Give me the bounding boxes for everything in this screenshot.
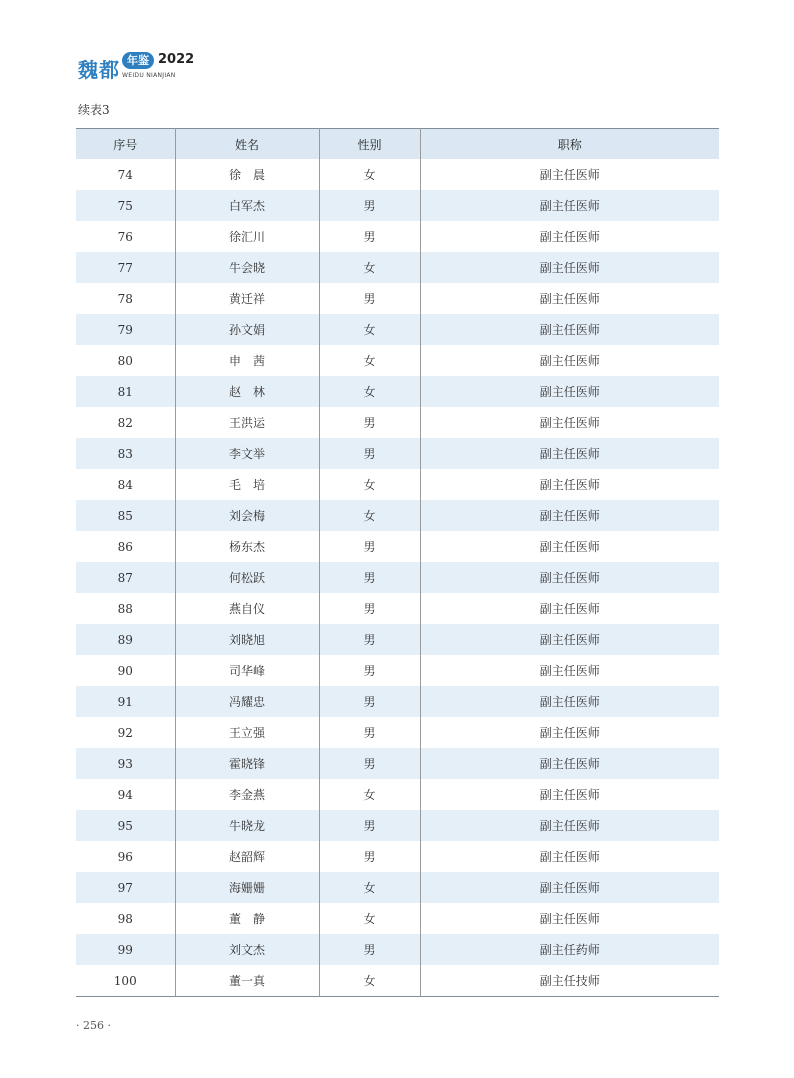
- table-row: [76, 965, 719, 997]
- cell-gender: 男: [319, 531, 420, 562]
- cell-gender: 女: [319, 376, 420, 407]
- cell-name: 白军杰: [175, 190, 319, 221]
- cell-title: 副主任医师: [420, 159, 719, 190]
- cell-name: 赵 林: [175, 376, 319, 407]
- cell-number: 74: [117, 167, 133, 182]
- cell-gender: 女: [319, 159, 420, 190]
- cell-gender: 男: [319, 562, 420, 593]
- cell-name: 刘会梅: [175, 500, 319, 531]
- cell-gender: 男: [319, 810, 420, 841]
- cell-title: 副主任医师: [420, 190, 719, 221]
- cell-title: 副主任医师: [420, 221, 719, 252]
- cell-number: 93: [117, 756, 133, 771]
- cell-gender: 男: [319, 283, 420, 314]
- cell-title: 副主任医师: [420, 500, 719, 531]
- cell-gender: 女: [319, 872, 420, 903]
- cell-gender: 女: [319, 779, 420, 810]
- table-row: [76, 500, 719, 531]
- table-row: [76, 469, 719, 500]
- cell-name: 徐汇川: [175, 221, 319, 252]
- table-row: [76, 159, 719, 190]
- cell-name: 申 茜: [175, 345, 319, 376]
- table-row: [76, 314, 719, 345]
- cell-gender: 女: [319, 469, 420, 500]
- cell-title: 副主任医师: [420, 810, 719, 841]
- cell-gender: 男: [319, 624, 420, 655]
- cell-title: 副主任医师: [420, 903, 719, 934]
- cell-number: 88: [117, 601, 133, 616]
- table-header: [76, 129, 719, 160]
- cell-number: 80: [117, 353, 133, 368]
- table-row: [76, 531, 719, 562]
- column-header-title: 职称: [420, 129, 719, 160]
- cell-name: 徐 晨: [175, 159, 319, 190]
- table-row: [76, 221, 719, 252]
- cell-name: 海姗姗: [175, 872, 319, 903]
- table-row: [76, 779, 719, 810]
- table-row: [76, 252, 719, 283]
- cell-title: 副主任技师: [420, 965, 719, 997]
- cell-name: 董 静: [175, 903, 319, 934]
- cell-name: 毛 培: [175, 469, 319, 500]
- cell-name: 孙文娟: [175, 314, 319, 345]
- table-row: [76, 686, 719, 717]
- cell-name: 李金燕: [175, 779, 319, 810]
- cell-number: 98: [117, 911, 133, 926]
- cell-title: 副主任医师: [420, 624, 719, 655]
- cell-name: 刘文杰: [175, 934, 319, 965]
- header-row: [76, 129, 719, 160]
- cell-name: 何松跃: [175, 562, 319, 593]
- logo-subtitle: WEIDU NIANJIAN: [122, 72, 176, 79]
- cell-name: 李文举: [175, 438, 319, 469]
- cell-title: 副主任医师: [420, 779, 719, 810]
- cell-gender: 男: [319, 717, 420, 748]
- cell-number: 85: [117, 508, 133, 523]
- table-row: [76, 376, 719, 407]
- cell-number: 82: [117, 415, 133, 430]
- cell-name: 司华峰: [175, 655, 319, 686]
- cell-gender: 女: [319, 500, 420, 531]
- cell-title: 副主任医师: [420, 872, 719, 903]
- cell-name: 冯耀忠: [175, 686, 319, 717]
- cell-title: 副主任医师: [420, 655, 719, 686]
- column-header-gender: 性别: [319, 129, 420, 160]
- cell-title: 副主任医师: [420, 283, 719, 314]
- cell-name: 王立强: [175, 717, 319, 748]
- table-row: [76, 562, 719, 593]
- cell-number: 94: [117, 787, 133, 802]
- cell-title: 副主任医师: [420, 252, 719, 283]
- table-row: [76, 903, 719, 934]
- cell-number: 96: [117, 849, 133, 864]
- cell-number: 77: [117, 260, 133, 275]
- table-row: [76, 748, 719, 779]
- cell-number: 84: [117, 477, 133, 492]
- cell-number: 92: [117, 725, 133, 740]
- cell-gender: 女: [319, 345, 420, 376]
- cell-number: 75: [117, 198, 133, 213]
- cell-name: 黄迁祥: [175, 283, 319, 314]
- cell-title: 副主任药师: [420, 934, 719, 965]
- cell-gender: 男: [319, 934, 420, 965]
- cell-title: 副主任医师: [420, 686, 719, 717]
- table-row: [76, 841, 719, 872]
- cell-number: 78: [117, 291, 133, 306]
- cell-number: 87: [117, 570, 133, 585]
- cell-title: 副主任医师: [420, 376, 719, 407]
- table-row: [76, 624, 719, 655]
- cell-gender: 男: [319, 407, 420, 438]
- table-row: [76, 934, 719, 965]
- table-row: [76, 593, 719, 624]
- cell-gender: 男: [319, 686, 420, 717]
- cell-number: 90: [117, 663, 133, 678]
- cell-name: 霍晓锋: [175, 748, 319, 779]
- cell-number: 95: [117, 818, 133, 833]
- cell-title: 副主任医师: [420, 438, 719, 469]
- cell-title: 副主任医师: [420, 469, 719, 500]
- cell-number: 91: [117, 694, 133, 709]
- table-row: [76, 283, 719, 314]
- cell-title: 副主任医师: [420, 407, 719, 438]
- page-number: · 256 ·: [76, 1019, 111, 1032]
- cell-gender: 男: [319, 841, 420, 872]
- cell-gender: 男: [319, 748, 420, 779]
- cell-number: 99: [117, 942, 133, 957]
- cell-title: 副主任医师: [420, 531, 719, 562]
- staff-title-table: [76, 128, 719, 997]
- cell-number: 97: [117, 880, 133, 895]
- table-row: [76, 872, 719, 903]
- table-row: [76, 655, 719, 686]
- cell-title: 副主任医师: [420, 593, 719, 624]
- logo-year: 2022: [158, 52, 195, 67]
- cell-number: 100: [113, 973, 137, 988]
- cell-title: 副主任医师: [420, 314, 719, 345]
- cell-number: 86: [117, 539, 133, 554]
- cell-gender: 男: [319, 438, 420, 469]
- cell-title: 副主任医师: [420, 748, 719, 779]
- cell-gender: 女: [319, 314, 420, 345]
- column-header-number: 序号: [76, 129, 175, 160]
- cell-name: 赵韶辉: [175, 841, 319, 872]
- table-row: [76, 345, 719, 376]
- cell-number: 79: [117, 322, 133, 337]
- cell-title: 副主任医师: [420, 717, 719, 748]
- cell-gender: 女: [319, 903, 420, 934]
- cell-name: 董一真: [175, 965, 319, 997]
- table-row: [76, 190, 719, 221]
- cell-gender: 男: [319, 221, 420, 252]
- table-caption: 续表3: [78, 103, 110, 117]
- table-row: [76, 407, 719, 438]
- cell-gender: 男: [319, 190, 420, 221]
- table-body: [76, 159, 719, 997]
- cell-gender: 女: [319, 252, 420, 283]
- logo-seal: 年鉴: [122, 52, 154, 69]
- table-row: [76, 810, 719, 841]
- cell-name: 刘晓旭: [175, 624, 319, 655]
- table-row: [76, 438, 719, 469]
- table-row: [76, 717, 719, 748]
- cell-title: 副主任医师: [420, 841, 719, 872]
- cell-gender: 男: [319, 655, 420, 686]
- cell-number: 81: [117, 384, 133, 399]
- cell-name: 牛晓龙: [175, 810, 319, 841]
- cell-name: 杨东杰: [175, 531, 319, 562]
- cell-name: 燕自仪: [175, 593, 319, 624]
- cell-number: 89: [117, 632, 133, 647]
- cell-name: 牛会晓: [175, 252, 319, 283]
- cell-gender: 女: [319, 965, 420, 997]
- cell-title: 副主任医师: [420, 562, 719, 593]
- cell-number: 76: [117, 229, 133, 244]
- cell-title: 副主任医师: [420, 345, 719, 376]
- logo-title: 魏都: [78, 58, 120, 82]
- column-header-name: 姓名: [175, 129, 319, 160]
- cell-name: 王洪运: [175, 407, 319, 438]
- cell-gender: 男: [319, 593, 420, 624]
- cell-number: 83: [117, 446, 133, 461]
